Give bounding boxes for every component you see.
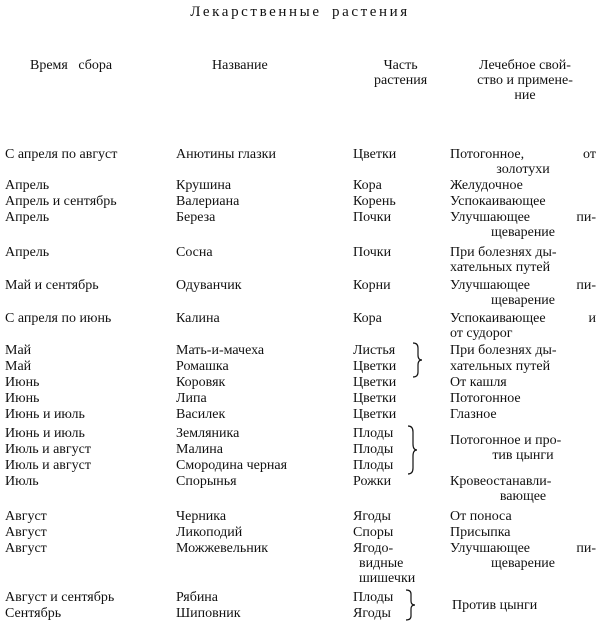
curly-brace-icon [411, 342, 423, 378]
cell-time: С апреля по июнь [5, 311, 112, 326]
cell-name: Малина [176, 442, 223, 457]
cell-use-line: При болезнях ды- [450, 245, 557, 260]
cell-part: Плоды [353, 426, 394, 441]
cell-name: Земляника [176, 426, 240, 441]
cell-time: Апрель [5, 178, 50, 193]
cell-use: Успокаивающее [450, 194, 546, 209]
cell-name: Рябина [176, 590, 219, 605]
cell-use: Глазное [450, 407, 497, 422]
cell-use-line: Улучшающее пи- [450, 278, 596, 293]
cell-part: Кора [353, 311, 382, 326]
cell-part: Плоды [353, 458, 394, 473]
cell-time: Май [5, 359, 32, 374]
cell-part: Корень [353, 194, 396, 209]
header-part-line: Часть [383, 58, 418, 73]
header-part-line: растения [374, 73, 428, 88]
cell-part: Почки [353, 210, 392, 225]
cell-name: Шиповник [176, 606, 241, 621]
header-part [374, 58, 427, 88]
cell-name: Калина [176, 311, 220, 326]
cell-part: Ягоды [353, 509, 391, 524]
header-name: Название [212, 58, 268, 73]
cell-time: Июнь [5, 375, 40, 390]
cell-use-line: щеварение [490, 556, 556, 571]
cell-name: Ромашка [176, 359, 229, 374]
header-time: Время сбора [30, 58, 113, 73]
cell-time: Июнь [5, 391, 40, 406]
cell-part-line: видные [359, 556, 404, 571]
cell-part: Рожки [353, 474, 392, 489]
cell-part: Споры [353, 525, 394, 540]
cell-time: С апреля по август [5, 147, 118, 162]
header-use-line: ние [514, 88, 536, 103]
cell-use [450, 147, 596, 177]
cell-use: Присыпка [450, 525, 511, 540]
cell-time: Июль [5, 474, 39, 489]
cell-name: Сосна [176, 245, 213, 260]
cell-name: Береза [176, 210, 216, 225]
cell-use-line: тив цынги [492, 448, 554, 463]
cell-use-line: щеварение [490, 293, 556, 308]
cell-name: Анютины глазки [176, 147, 276, 162]
cell-use-line: Улучшающее пи- [450, 541, 596, 556]
cell-use-line: от судорог [450, 326, 513, 341]
cell-part: Листья [353, 343, 396, 358]
cell-part: Цветки [353, 407, 397, 422]
cell-time: Апрель [5, 245, 50, 260]
cell-use [450, 541, 596, 571]
header-use-line: Лечебное свой- [479, 58, 571, 73]
cell-use: От кашля [450, 375, 507, 390]
cell-time: Июнь и июль [5, 407, 85, 422]
cell-use [450, 278, 596, 308]
cell-time: Июнь и июль [5, 426, 85, 441]
cell-part: Цветки [353, 147, 397, 162]
header-use [455, 58, 595, 103]
cell-name: Одуванчик [176, 278, 242, 293]
cell-name: Крушина [176, 178, 232, 193]
cell-use-line: хательных путей [450, 260, 551, 275]
cell-use [450, 474, 596, 504]
curly-brace-icon [404, 589, 416, 621]
cell-time: Май и сентябрь [5, 278, 99, 293]
cell-use-line: золотухи [496, 162, 550, 177]
cell-part-line: Ягодо- [353, 541, 394, 556]
cell-use: При болезнях ды- [450, 343, 557, 358]
cell-part: Цветки [353, 375, 397, 390]
cell-use [450, 210, 596, 240]
cell-time: Июль и август [5, 458, 91, 473]
cell-use-line: Улучшающее пи- [450, 210, 596, 225]
cell-use: Потогонное [450, 391, 521, 406]
cell-name: Липа [176, 391, 207, 406]
cell-part: Кора [353, 178, 382, 193]
curly-brace-icon [406, 425, 418, 475]
cell-use [450, 245, 596, 275]
cell-time: Сентябрь [5, 606, 62, 621]
cell-name: Черника [176, 509, 227, 524]
cell-time: Июль и август [5, 442, 91, 457]
cell-part: Плоды [353, 442, 394, 457]
cell-name: Валериана [176, 194, 240, 209]
cell-part: Цветки [353, 359, 397, 374]
cell-name: Можжевельник [176, 541, 269, 556]
cell-part: Ягоды [353, 606, 391, 621]
cell-time: Апрель и сентябрь [5, 194, 117, 209]
cell-use: От поноса [450, 509, 512, 524]
cell-part-line: шишечки [359, 571, 416, 586]
cell-name: Василек [176, 407, 226, 422]
cell-time: Май [5, 343, 32, 358]
cell-name: Спорынья [176, 474, 237, 489]
cell-time: Август [5, 525, 47, 540]
cell-time: Апрель [5, 210, 50, 225]
cell-use-line: щеварение [490, 225, 556, 240]
cell-use [450, 433, 596, 463]
cell-name: Коровяк [176, 375, 226, 390]
page-title: Лекарственные растения [190, 4, 410, 20]
cell-use: хательных путей [450, 359, 551, 374]
cell-use-line: Потогонное, от [450, 147, 596, 162]
cell-use: Против цынги [452, 598, 538, 613]
header-use-line: ство и примене- [477, 73, 573, 88]
cell-time: Август [5, 509, 47, 524]
cell-part: Корни [353, 278, 391, 293]
cell-use [450, 311, 596, 341]
cell-time: Август [5, 541, 47, 556]
cell-use-line: Потогонное и про- [450, 433, 562, 448]
cell-part: Цветки [353, 391, 397, 406]
cell-use-line: вающее [499, 489, 547, 504]
cell-use-line: Успокаивающее и [450, 311, 596, 326]
cell-name: Мать-и-мачеха [176, 343, 265, 358]
cell-part: Почки [353, 245, 392, 260]
cell-use: Желудочное [450, 178, 523, 193]
cell-part: Плоды [353, 590, 394, 605]
cell-time: Август и сентябрь [5, 590, 115, 605]
cell-part [353, 541, 415, 586]
cell-use-line: Кровеостанавли- [450, 474, 552, 489]
cell-name: Ликоподий [176, 525, 243, 540]
cell-name: Смородина черная [176, 458, 288, 473]
